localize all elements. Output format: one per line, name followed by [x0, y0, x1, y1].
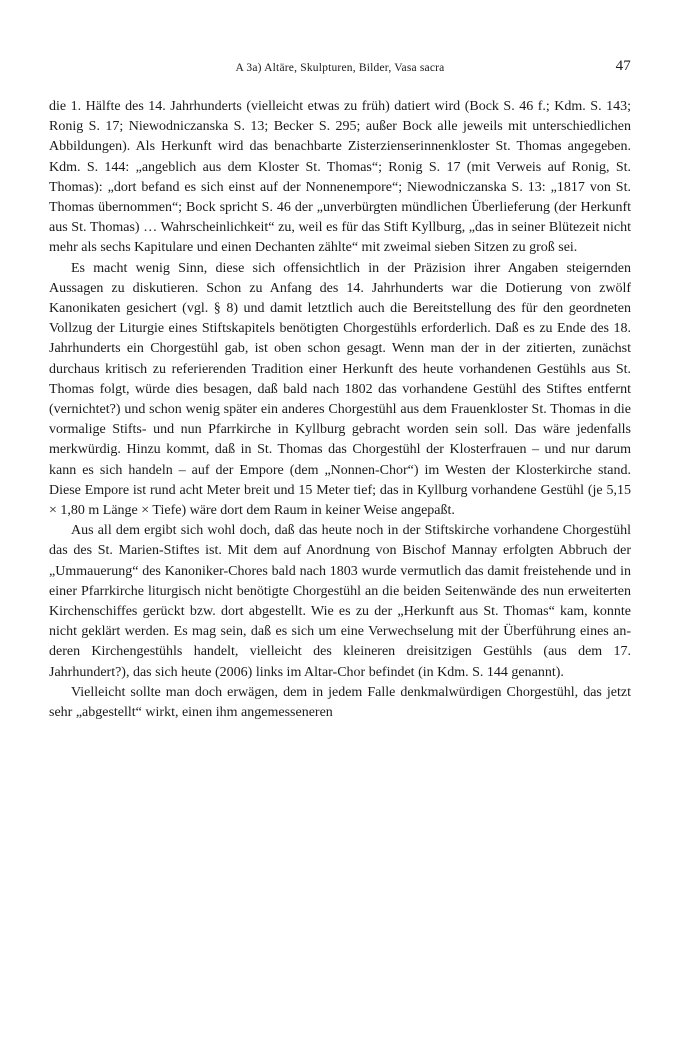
- running-head: [49, 58, 631, 82]
- paragraph-2: Es macht wenig Sinn, diese sich offensichtlich in der Präzision ihrer Angaben steigernden Aussagen zu diskutieren. Schon zu Anfang des 14. Jahrhunderts war die Dotierung von zwölf Kanonikaten gesichert (vgl. § 8) und damit letztlich auch die Bereitstellung des für den geordneten Vollzug der Liturgie eines Stiftskapitels benötigten Chorgestühls erforderlich. Daß es zu Ende des 18. Jahrhunderts ein Chorgestühl gab, ist oben schon gesagt. Wenn man der in der zitierten, zunächst durchaus kritisch zu referierenden Tradition einer Herkunft des heute vorhandenen Gestühls aus St. Thomas folgt, würde dies besagen, daß bald nach 1802 das vorhandene Gestühl des Stiftes entfernt (vernichtet?) und schon wenig später ein anderes Chorgestühl aus dem Frauenkloster St. Thomas in die vormalige Stifts- und nun Pfarrkirche in Kyllburg gebracht worden sein soll. Das wäre jedenfalls merkwürdig. Hinzu kommt, daß in St. Thomas das Chorgestühl der Klosterfrauen – und nur darum kann es sich handeln – auf der Empore (dem „Nonnen-Chor“) im Westen der Klosterkirche stand. Diese Empore ist rund acht Meter breit und 15 Meter tief; das in Kyllburg vorhandene Gestühl (je 5,15 × 1,80 m Länge × Tiefe) wäre dort dem Raum in keiner Weise angepaßt.: [49, 260, 631, 519]
- page-number: 47: [615, 58, 631, 74]
- running-head-title: A 3a) Altäre, Skulpturen, Bilder, Vasa sacra: [235, 62, 445, 74]
- body-text: [49, 97, 631, 723]
- book-page: [49, 58, 631, 723]
- paragraph-4: Vielleicht sollte man doch erwägen, dem in jedem Falle denkmalwürdigen Chorgestühl, das jetzt sehr „abgestellt“ wirkt, einen ihm angemesseneren: [49, 684, 631, 721]
- paragraph-3: Aus all dem ergibt sich wohl doch, daß das heute noch in der Stiftskirche vorhandene Chorgestühl das des St. Marien-Stiftes ist. Mit dem auf Anordnung von Bischof Mannay erfolgten Abbruch der „Ummauerung“ des Kanoniker-Chores bald nach 1803 wurde vermutlich das damit freistehende und in einer Pfarrkirche liturgisch nicht benötigte Chorgestühl an die beiden Seitenwände des nun erweiterten Kirchenschiffes gerückt bzw. dort abgestellt. Wie es zu der „Herkunft aus St. Thomas“ kam, konnte nicht geklärt werden. Es mag sein, daß es sich um eine Verwechselung mit der Überführung eines anderen Kirchengestühls handelt, vielleicht des kleineren dreisitzigen Gestühls (aus dem 17. Jahrhundert?), das sich heute (2006) links im Altar-Chor befindet (in Kdm. S. 144 genannt).: [49, 523, 631, 680]
- paragraph-1: die 1. Hälfte des 14. Jahrhunderts (vielleicht etwas zu früh) datiert wird (Bock S. 46 f.; Kdm. S. 143; Ronig S. 17; Niewodniczanska S. 13; Becker S. 295; außer Bock alle jeweils mit unterschiedlichen Abbildungen). Als Herkunft wird das benachbarte Zisterzienserinnenkloster St. Thomas angegeben. Kdm. S. 144: „angeblich aus dem Kloster St. Thomas“; Ronig S. 17 (mit Verweis auf Ronig, St. Thomas): „dort befand es sich einst auf der Nonnenempore“; Niewodniczanska S. 13: „1817 von St. Thomas übernommen“; Bock spricht S. 46 der „unverbürgten mündlichen Überlieferung (der Herkunft aus St. Thomas) … Wahrscheinlichkeit“ zu, weil es für das Stift Kyllburg, „das in seiner Blütezeit nicht mehr als sechs Kapitulare und einen Dechanten zählte“ mit zweimal sieben Sitzen zu groß sei.: [49, 99, 631, 256]
